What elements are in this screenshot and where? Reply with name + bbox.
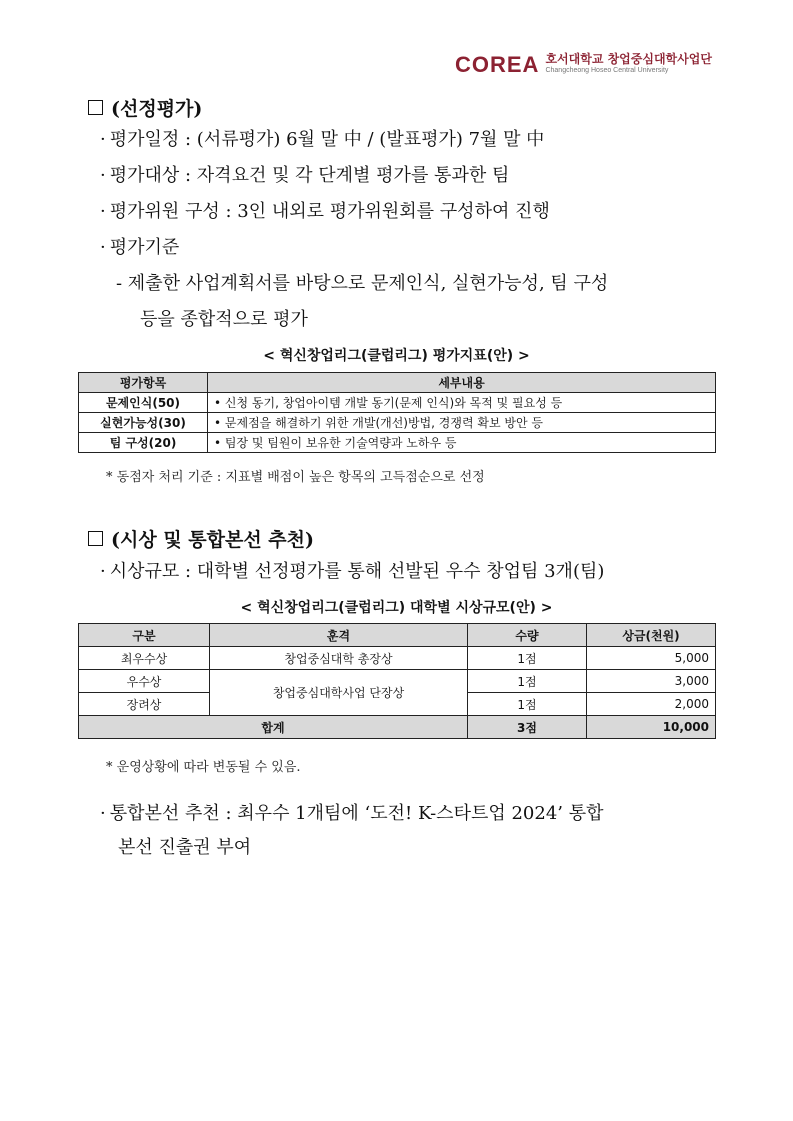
- category-cell: 실현가능성(30): [79, 413, 208, 433]
- honor-cell: 창업중심대학 총장상: [210, 647, 468, 670]
- operation-note: * 운영상황에 따라 변동될 수 있음.: [106, 760, 301, 775]
- quantity-cell: 1점: [468, 647, 587, 670]
- bullet-dot-icon: ·: [100, 561, 106, 582]
- prize-cell: 5,000: [587, 647, 716, 670]
- final-recommendation-line2: 본선 진출권 부여: [118, 837, 252, 858]
- bullet-dot-icon: ·: [100, 201, 106, 222]
- logo-english-name: Changcheong Hoseo Central University: [545, 67, 669, 74]
- bullet-target: · 평가대상 : 자격요건 및 각 단계별 평가를 통과한 팀: [100, 165, 510, 186]
- logo-korean-name: 호서대학교 창업중심대학사업단: [545, 52, 712, 66]
- honor-cell: 창업중심대학사업 단장상: [210, 670, 468, 716]
- division-cell: 최우수상: [79, 647, 210, 670]
- bullet-committee: · 평가위원 구성 : 3인 내외로 평가위원회를 구성하여 진행: [100, 201, 550, 222]
- table-row: [79, 433, 716, 453]
- table-row: [79, 670, 716, 693]
- bullet-final-recommendation: · 통합본선 추천 : 최우수 1개팀에 ‘도전! K-스타트업 2024’ 통합: [100, 803, 604, 824]
- award-table: [78, 623, 716, 739]
- bullet-dot-icon: ·: [100, 129, 106, 150]
- award-table-caption: < 혁신창업리그(클럽리그) 대학별 시상규모(안) >: [240, 600, 553, 616]
- bullet-schedule: · 평가일정 : (서류평가) 6월 말 中 / (발표평가) 7월 말 中: [100, 129, 545, 150]
- quantity-cell: 1점: [468, 693, 587, 716]
- section-heading-selection: [88, 94, 202, 121]
- total-prize-cell: 10,000: [587, 716, 716, 739]
- division-cell: 장려상: [79, 693, 210, 716]
- table-row: [79, 393, 716, 413]
- column-header: 구분: [79, 624, 210, 647]
- detail-cell: • 팀장 및 팀원이 보유한 기술역량과 노하우 등: [208, 433, 716, 453]
- tie-break-note: * 동점자 처리 기준 : 지표별 배점이 높은 항목의 고득점순으로 선정: [106, 470, 485, 485]
- table-header-row: [79, 624, 716, 647]
- section-heading-awards: [88, 525, 314, 552]
- evaluation-table: [78, 372, 716, 453]
- bullet-award-scale: · 시상규모 : 대학별 선정평가를 통해 선발된 우수 창업팀 3개(팀): [100, 561, 605, 582]
- total-row: [79, 716, 716, 739]
- logo: [455, 52, 715, 82]
- column-header: 상금(천원): [587, 624, 716, 647]
- checkbox-square-icon: [88, 100, 103, 115]
- criteria-description-line1: - 제출한 사업계획서를 바탕으로 문제인식, 실현가능성, 팀 구성: [116, 273, 609, 294]
- prize-cell: 3,000: [587, 670, 716, 693]
- bullet-dot-icon: ·: [100, 803, 106, 824]
- quantity-cell: 1점: [468, 670, 587, 693]
- table-header-row: [79, 373, 716, 393]
- detail-cell: • 문제점을 해결하기 위한 개발(개선)방법, 경쟁력 확보 방안 등: [208, 413, 716, 433]
- column-header: 평가항목: [79, 373, 208, 393]
- bullet-criteria: · 평가기준: [100, 237, 180, 258]
- total-label-cell: 합계: [79, 716, 468, 739]
- category-cell: 문제인식(50): [79, 393, 208, 413]
- criteria-description-line2: 등을 종합적으로 평가: [140, 309, 308, 330]
- section-title: (시상 및 통합본선 추천): [111, 529, 315, 551]
- total-quantity-cell: 3점: [468, 716, 587, 739]
- evaluation-table-caption: < 혁신창업리그(클럽리그) 평가지표(안) >: [263, 348, 530, 364]
- table-row: [79, 413, 716, 433]
- logo-wordmark: COREA: [455, 52, 540, 77]
- category-cell: 팀 구성(20): [79, 433, 208, 453]
- prize-cell: 2,000: [587, 693, 716, 716]
- detail-cell: • 신청 동기, 창업아이템 개발 동기(문제 인식)와 목적 및 필요성 등: [208, 393, 716, 413]
- checkbox-square-icon: [88, 531, 103, 546]
- bullet-dot-icon: ·: [100, 165, 106, 186]
- section-title: (선정평가): [111, 98, 203, 120]
- column-header: 수량: [468, 624, 587, 647]
- column-header: 훈격: [210, 624, 468, 647]
- table-row: [79, 647, 716, 670]
- bullet-dot-icon: ·: [100, 237, 106, 258]
- column-header: 세부내용: [208, 373, 716, 393]
- division-cell: 우수상: [79, 670, 210, 693]
